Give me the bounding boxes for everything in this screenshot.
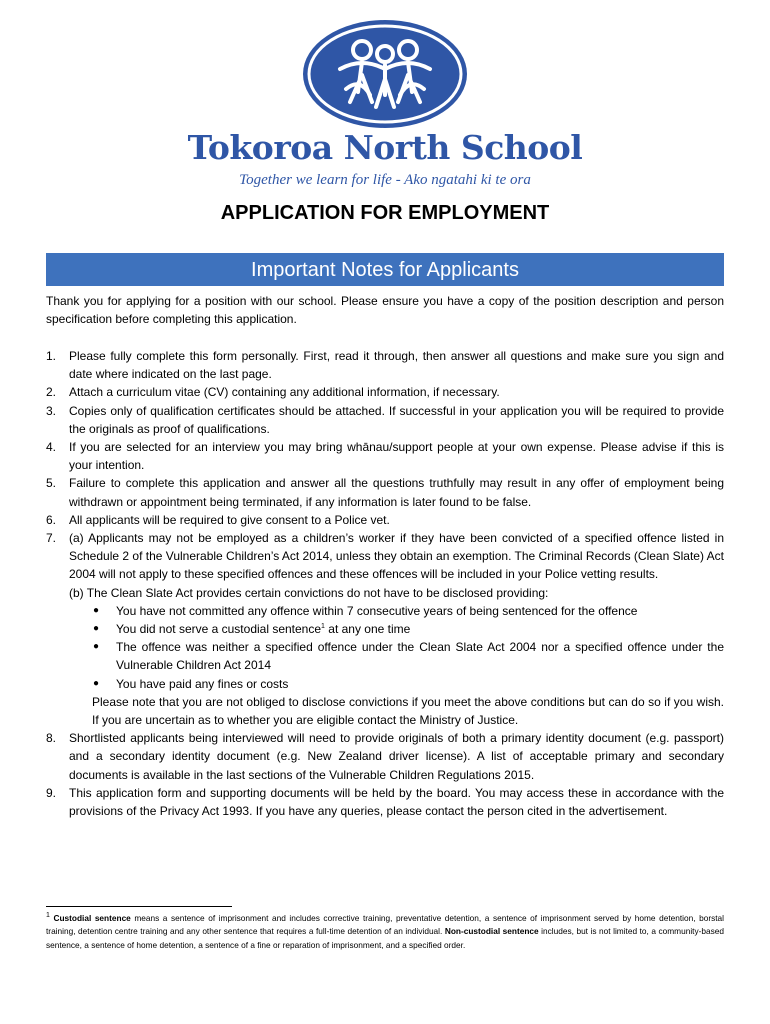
item-text: Please fully complete this form personally. First, read it through, then answer all questions and make sure you sign and date where indicated on the last page. xyxy=(69,349,724,382)
list-item xyxy=(46,474,724,510)
list-item xyxy=(46,511,724,529)
footnote-divider xyxy=(46,906,232,907)
bullet-text: The offence was neither a specified offence under the Clean Slate Act 2004 nor a specified offence under the Vulnerable Children Act 2014 xyxy=(116,640,724,673)
item-text: Shortlisted applicants being interviewed will need to provide originals of both a primary identity document (e.g. passport) and a secondary identity document (e.g. New Zealand driver license). A list of acceptable primary and secondary documents is available in the last sections of the Vulnerable Children Regulations 2015. xyxy=(69,731,724,782)
item-number: 1. xyxy=(46,349,57,363)
section-header: Important Notes for Applicants xyxy=(46,253,724,286)
item-text: Copies only of qualification certificates should be attached. If successful in your application you will be required to provide the originals as proof of qualifications. xyxy=(69,403,724,436)
subitem-b: (b) The Clean Slate Act provides certain convictions do not have to be disclosed providing: xyxy=(69,585,549,600)
item-text: If you are selected for an interview you may bring whānau/support people at your own expense. Please advise if this is your intention. xyxy=(69,440,724,473)
footnote-term-custodial: Custodial sentence xyxy=(53,913,131,923)
item-text: All applicants will be required to give consent to a Police vet. xyxy=(69,512,390,527)
item-number: 6. xyxy=(46,512,57,527)
footnote-ref: 1 xyxy=(321,623,325,631)
bullet-item xyxy=(46,638,724,674)
conviction-note: Please note that you are not obliged to disclose convictions if you meet the above conditions but can do so if you wish. If you are uncertain as to whether you are eligible contact the Ministry of Justice. xyxy=(92,694,724,728)
list-item xyxy=(46,383,724,401)
document-title: APPLICATION FOR EMPLOYMENT xyxy=(220,202,550,224)
list-item xyxy=(46,529,724,602)
bullet-item xyxy=(46,675,724,693)
list-item xyxy=(46,784,724,820)
footnote xyxy=(46,912,724,952)
footnote-text-end: includes, but is not limited to, a community-based sentence, a sentence of home detention, a sentence of a fine or reparation of imprisonment, and a specified order. xyxy=(46,926,724,950)
item-number: 4. xyxy=(46,440,57,455)
bullet-item xyxy=(46,620,724,638)
school-motto: Together we learn for life - Ako ngatahi ki te ora xyxy=(239,172,531,188)
bullet-icon: ● xyxy=(93,641,100,653)
item-text: This application form and supporting documents will be held by the board. You may access these in accordance with the provisions of the Privacy Act 1993. If you have any queries, please contact the person cited in the advertisement. xyxy=(69,785,724,819)
footnote-term-noncustodial: Non-custodial sentence xyxy=(444,926,539,937)
item-number: 7. xyxy=(46,531,57,546)
bullet-icon: ● xyxy=(93,623,100,635)
item-text: Attach a curriculum vitae (CV) containing any additional information, if necessary. xyxy=(69,385,500,400)
bullet-icon: ● xyxy=(93,604,100,616)
list-item xyxy=(46,402,724,438)
intro-paragraph: Thank you for applying for a position with our school. Please ensure you have a copy of the position description and person specification before completing this application. xyxy=(46,294,724,326)
item-text: Failure to complete this application and answer all the questions truthfully may result in any offer of employment being withdrawn or appointment being terminated, if any information is later found to be false. xyxy=(69,476,724,509)
item-number: 2. xyxy=(46,385,57,400)
bullet-icon: ● xyxy=(93,677,100,689)
item-number: 9. xyxy=(46,785,57,800)
bullet-text: You did not serve a custodial sentence xyxy=(116,622,322,637)
notes-list xyxy=(46,347,724,820)
footnote-marker: 1 xyxy=(46,912,50,920)
item-number: 3. xyxy=(46,403,57,418)
school-name: Tokoroa North School xyxy=(187,128,583,167)
list-item xyxy=(46,729,724,784)
bullet-text-end: at any one time xyxy=(324,622,411,637)
list-item xyxy=(46,347,724,383)
bullet-list xyxy=(46,602,724,693)
list-item xyxy=(46,438,724,474)
bullet-item xyxy=(46,602,724,620)
bullet-text: You have paid any fines or costs xyxy=(116,676,289,691)
item-number: 5. xyxy=(46,476,57,491)
footnote-text: means a sentence of imprisonment and includes corrective training, preventative detention, a sentence of imprisonment served by home detention, borstal training, detention centre training and any other sentence that requires a full-time detention of an individual. xyxy=(46,913,724,937)
item-number: 8. xyxy=(46,731,57,746)
subitem-a: (a) Applicants may not be employed as a children’s worker if they have been convicted of a specified offence listed in Schedule 2 of the Vulnerable Children’s Act 2014, unless they obtain an exemption. The Criminal Records (Clean Slate) Act 2004 will not apply to these specified offences and these offences will be included in your Police vetting results. xyxy=(69,531,724,582)
school-logo-children-icon xyxy=(300,17,470,131)
bullet-text: You have not committed any offence within 7 consecutive years of being sentenced for the offence xyxy=(116,603,638,618)
